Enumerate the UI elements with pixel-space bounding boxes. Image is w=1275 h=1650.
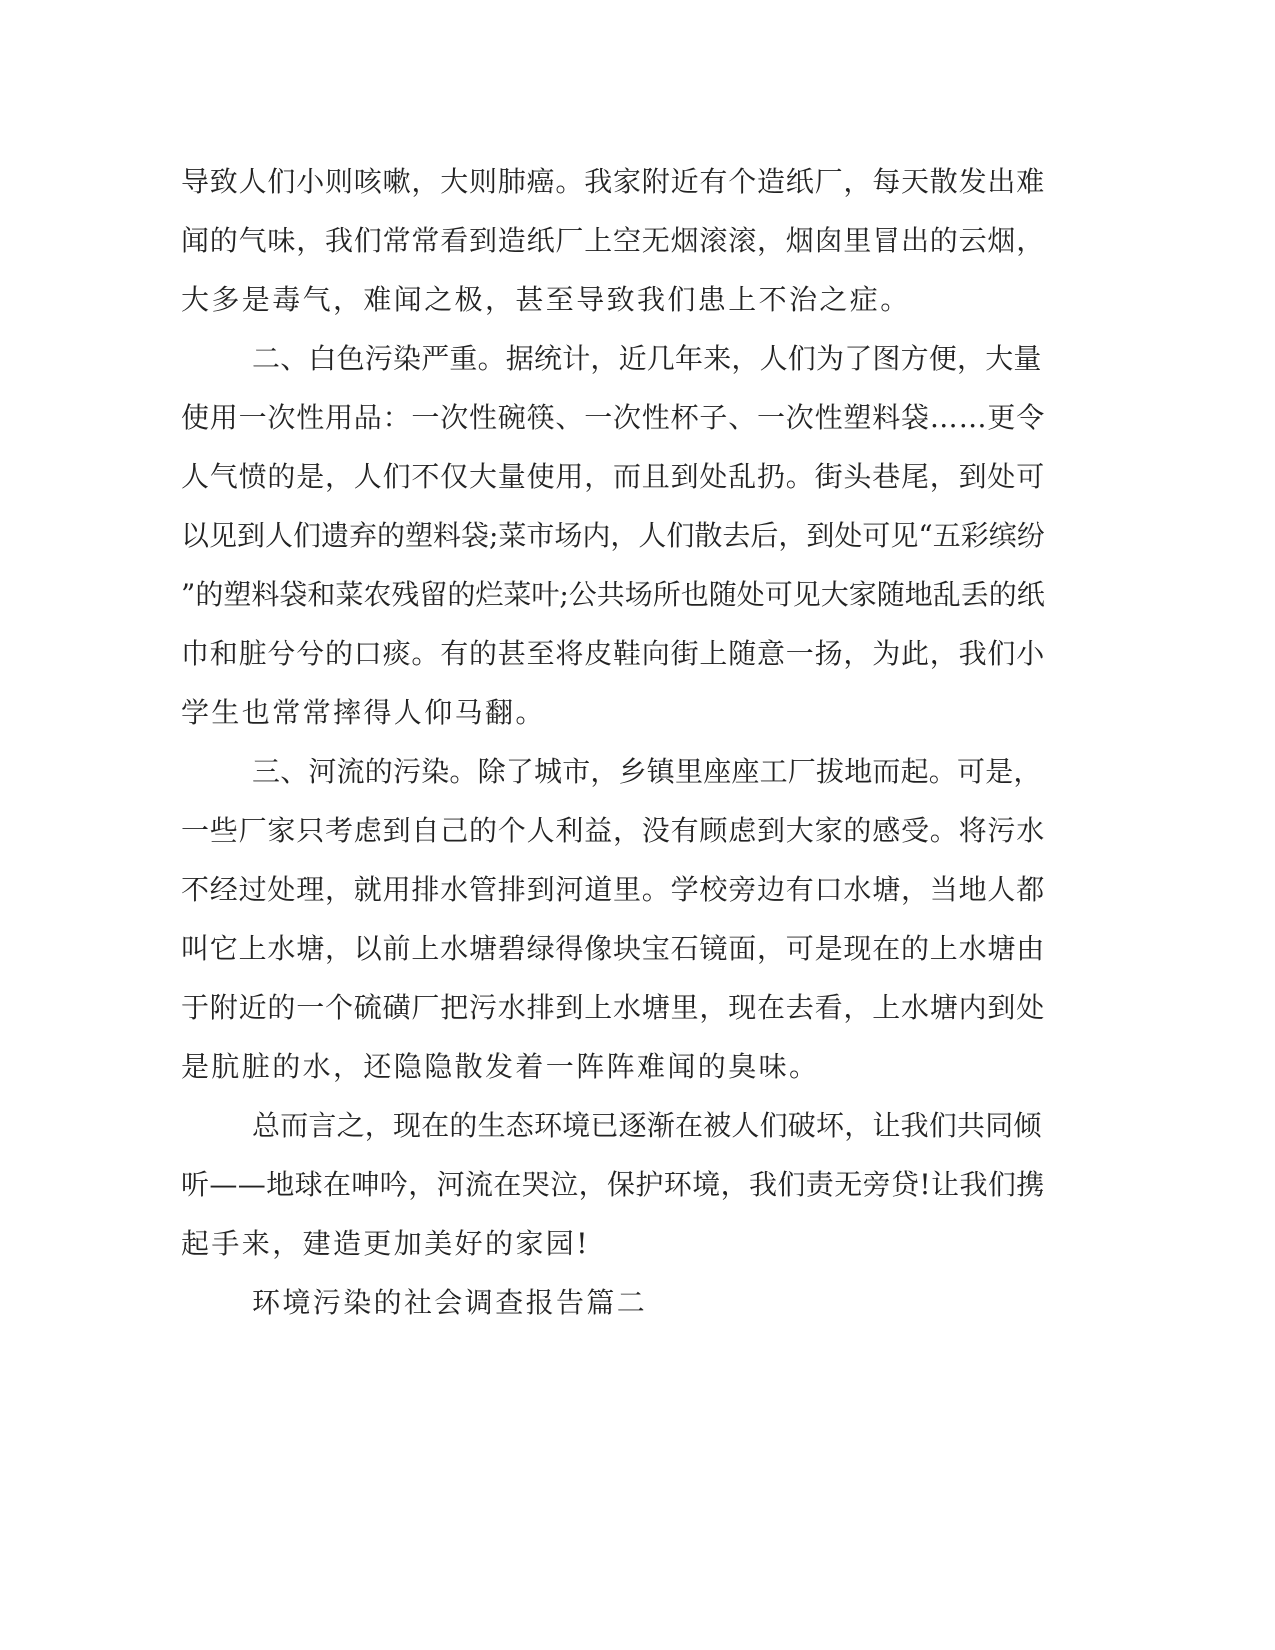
- text-line: ”的塑料袋和菜农残留的烂菜叶;公共场所也随处可见大家随地乱丢的纸: [181, 578, 1045, 611]
- text-line: 总而言之，现在的生态环境已逐渐在被人们破坏，让我们共同倾: [252, 1109, 1042, 1142]
- text-line: 二、白色污染严重。据统计，近几年来，人们为了图方便，大量: [252, 342, 1042, 375]
- text-line: 导致人们小则咳嗽，大则肺癌。我家附近有个造纸厂，每天散发出难: [181, 165, 1046, 198]
- text-line: 使用一次性用品：一次性碗筷、一次性杯子、一次性塑料袋……更令: [181, 401, 1046, 434]
- text-line: 听——地球在呻吟，河流在哭泣，保护环境，我们责无旁贷!让我们携: [181, 1168, 1045, 1201]
- section-heading: 环境污染的社会调查报告篇二: [252, 1286, 648, 1319]
- text-line: 以见到人们遗弃的塑料袋;菜市场内，人们散去后，到处可见“五彩缤纷: [181, 519, 1045, 552]
- text-line: 人气愤的是，人们不仅大量使用，而且到处乱扔。街头巷尾，到处可: [181, 460, 1046, 493]
- text-line: 巾和脏兮兮的口痰。有的甚至将皮鞋向街上随意一扬，为此，我们小: [181, 637, 1046, 670]
- text-line: 闻的气味，我们常常看到造纸厂上空无烟滚滚，烟囱里冒出的云烟，: [181, 224, 1046, 257]
- text-line: 是肮脏的水，还隐隐散发着一阵阵难闻的臭味。: [181, 1050, 820, 1083]
- text-line: 不经过处理，就用排水管排到河道里。学校旁边有口水塘，当地人都: [181, 873, 1046, 906]
- text-line: 三、河流的污染。除了城市，乡镇里座座工厂拔地而起。可是，: [252, 755, 1042, 788]
- text-line: 起手来，建造更加美好的家园!: [181, 1227, 590, 1260]
- text-line: 大多是毒气，难闻之极，甚至导致我们患上不治之症。: [181, 283, 911, 316]
- text-line: 学生也常常摔得人仰马翻。: [181, 696, 546, 729]
- text-line: 于附近的一个硫磺厂把污水排到上水塘里，现在去看，上水塘内到处: [181, 991, 1046, 1024]
- text-line: 叫它上水塘，以前上水塘碧绿得像块宝石镜面，可是现在的上水塘由: [181, 932, 1046, 965]
- text-line: 一些厂家只考虑到自己的个人利益，没有顾虑到大家的感受。将污水: [181, 814, 1046, 847]
